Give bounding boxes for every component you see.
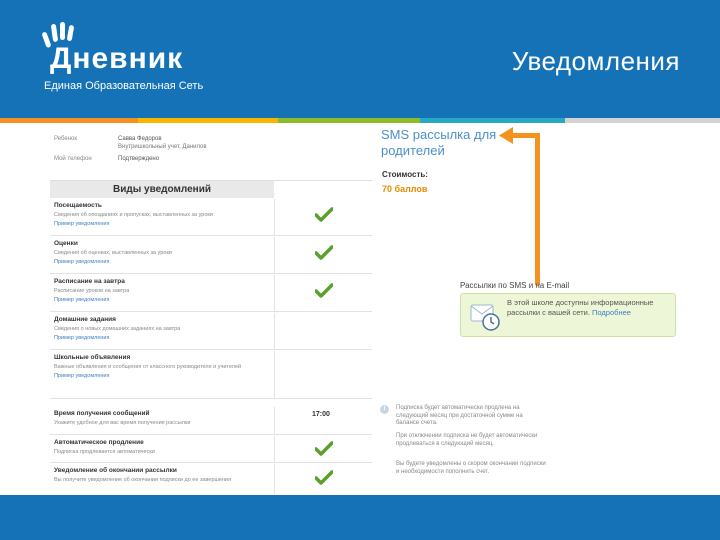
logo-subtitle: Единая Образовательная Сеть <box>44 80 204 92</box>
stripe-yellow <box>138 118 278 123</box>
row-desc: Подписка продлевается автоматически <box>54 449 155 455</box>
table-row-auto-renew <box>50 436 372 463</box>
profile-key: Мой телефон <box>54 156 92 162</box>
note-text: При отключении подписка не будет автоматически продлеваться в следующий месяц. <box>396 433 538 447</box>
example-link[interactable]: Пример уведомления <box>54 259 110 265</box>
slide-title: Уведомления <box>511 46 680 76</box>
stripe-cyan <box>420 118 565 123</box>
row-desc: Укажите удобное для вас время получения рассылки <box>54 420 191 426</box>
row-desc: Сведения о новых домашних заданиях на завтра <box>54 326 181 332</box>
arrow-shaft-vertical <box>535 133 540 285</box>
table-row-homework <box>50 313 372 350</box>
info-icon: i <box>380 405 389 414</box>
row-title: Школьные объявления <box>54 354 131 361</box>
cost-label: Стоимость: <box>382 170 428 179</box>
profile-key: Ребенок <box>54 136 77 142</box>
arrow-head-icon <box>499 127 513 144</box>
notice-text: В этой школе доступны информационные рассылки с вашей <box>507 298 654 317</box>
more-link[interactable]: Подробнее <box>592 308 631 317</box>
checkmark-icon[interactable] <box>315 245 333 261</box>
table-header: Виды уведомлений <box>50 181 275 198</box>
table-row-announcements <box>50 351 372 399</box>
row-desc: Вы получите уведомление об окончании подписки до ее завершения <box>54 477 232 483</box>
mail-clock-icon <box>469 300 501 332</box>
row-title: Время получения сообщений <box>54 410 150 417</box>
example-link[interactable]: Пример уведомления <box>54 373 110 379</box>
slide-footer <box>0 495 720 540</box>
email-caption: Рассылки по SMS и на E-mail <box>460 281 570 290</box>
notification-types-table <box>50 180 372 493</box>
row-title: Посещаемость <box>54 202 102 209</box>
row-desc: Сведения об оценках, выставленных за уроки <box>54 250 172 256</box>
delivery-time-value[interactable]: 17:00 <box>312 411 330 418</box>
row-title: Автоматическое продление <box>54 439 144 446</box>
row-title: Уведомление об окончании рассылки <box>54 467 177 474</box>
example-link[interactable]: Пример уведомления <box>54 335 110 341</box>
table-row-grades <box>50 237 372 274</box>
arrow-shaft-horizontal <box>510 133 540 138</box>
note-text: Вы будете уведомлены о скором окончании подписки и необходимости пополнить счет. <box>396 461 546 475</box>
row-title: Домашние задания <box>54 316 116 323</box>
table-header-right <box>276 181 372 198</box>
example-link[interactable]: Пример уведомления <box>54 297 110 303</box>
sms-title: SMS рассылка для родителей <box>381 127 497 158</box>
checkmark-icon[interactable] <box>315 283 333 299</box>
email-notice-box <box>460 293 676 337</box>
cost-value: 70 баллов <box>382 184 428 194</box>
row-desc: Важные объявления и сообщения от классного руководителя и учителей <box>54 364 242 370</box>
checkmark-icon[interactable] <box>315 207 333 223</box>
table-row-end-notice <box>50 464 372 494</box>
slide-header <box>0 0 720 118</box>
note-text: Подписка будет автоматически продлена на следующий месяц при достаточной сумме на балансе счета. <box>396 405 523 426</box>
profile-value: Савва Федоров <box>118 136 162 142</box>
row-desc: Расписание уроков на завтра <box>54 288 130 294</box>
stripe-gray <box>565 118 720 123</box>
stripe-orange <box>0 118 138 123</box>
table-row-attendance <box>50 199 372 236</box>
row-desc: Сведения об опозданиях и пропусках, выставленных за уроки <box>54 212 213 218</box>
row-title: Расписание на завтра <box>54 278 125 285</box>
note-item <box>380 405 545 485</box>
profile-value: Подтверждено <box>118 156 160 162</box>
row-title: Оценки <box>54 240 78 247</box>
subscription-panel <box>50 128 372 494</box>
checkmark-icon[interactable] <box>315 470 333 486</box>
table-row-schedule <box>50 275 372 312</box>
stripe-green <box>278 118 420 123</box>
logo-wordmark: Дневник <box>50 42 184 75</box>
notice-tail: сети. <box>572 308 590 317</box>
table-row-delivery-time <box>50 407 372 435</box>
example-link[interactable]: Пример уведомления <box>54 221 110 227</box>
email-notice-text <box>507 298 671 318</box>
profile-sub: Внутришкольный учет, Данилов <box>118 144 207 150</box>
checkmark-icon[interactable] <box>315 441 333 457</box>
